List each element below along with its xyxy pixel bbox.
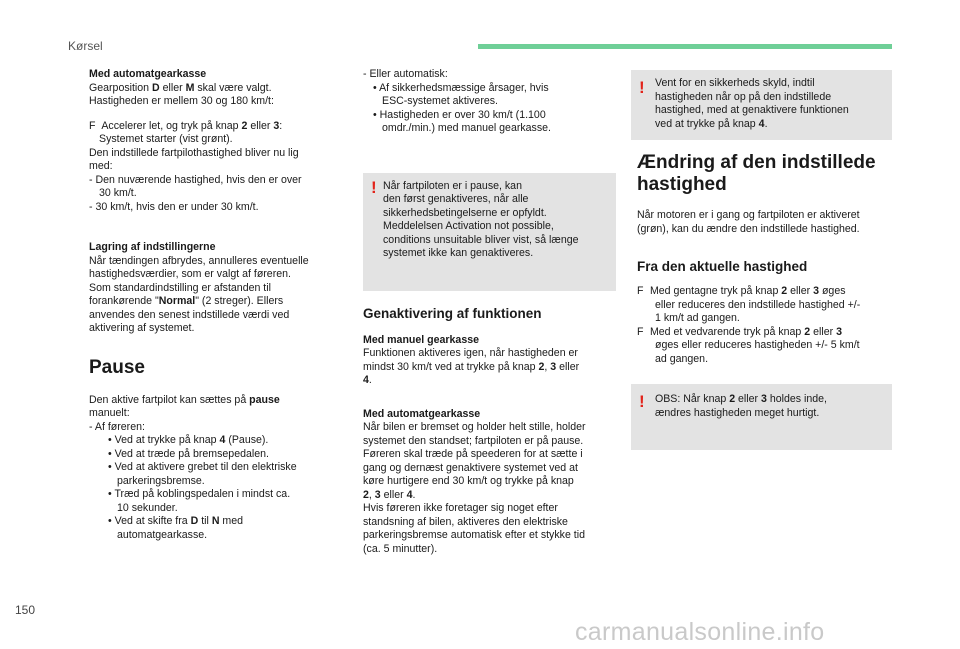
step-arrow-icon: F (637, 285, 644, 297)
paragraph: 2, 3 eller 4. (363, 488, 416, 501)
list-item: - Eller automatisk: (363, 68, 448, 80)
paragraph: forankørende "Normal" (2 streger). Ellers (89, 295, 284, 307)
bullet-item-cont: 10 sekunder. (117, 501, 178, 514)
note-text: OBS: Når knap 2 eller 3 holdes inde, (655, 393, 827, 405)
watermark: carmanualsonline.info (575, 618, 825, 646)
paragraph: systemet den standset; fartpiloten er på pause. (363, 434, 584, 447)
paragraph: (grøn), kan du ændre den indstillede hastighed. (637, 222, 860, 235)
paragraph: Systemet starter (vist grønt). (99, 133, 233, 145)
subheading-automatic: Med automatgearkasse (89, 68, 207, 80)
section-title: Kørsel (68, 39, 103, 53)
paragraph: Den aktive fartpilot kan sættes på pause (89, 393, 280, 406)
paragraph: manuelt: (89, 407, 130, 419)
column-1 (89, 68, 339, 542)
bullet-item: • Ved at aktivere grebet til den elektriske (108, 461, 297, 473)
paragraph: Som standardindstilling er afstanden til (89, 281, 271, 294)
paragraph: Den indstillede fartpilothastighed bliver nu lig (89, 146, 299, 159)
paragraph: Gearposition D eller M skal være valgt. (89, 81, 272, 94)
bullet-item-cont: omdr./min.) med manuel gearkasse. (382, 122, 551, 134)
warning-text: Meddelelsen Activation not possible, (383, 220, 554, 232)
paragraph: aktivering af systemet. (89, 322, 195, 334)
heading-pause: Pause (89, 356, 145, 378)
list-item: - Den nuværende hastighed, hvis den er over (89, 173, 302, 186)
warning-text: ved at trykke på knap 4. (655, 117, 768, 130)
step-item: F Accelerer let, og tryk på knap 2 eller 3: (89, 119, 283, 132)
warning-text: hastighed, med at genaktivere funktionen (655, 104, 849, 116)
warning-box (363, 173, 616, 291)
step-arrow-icon: F (637, 325, 644, 338)
heading-change-speed: Ændring af den indstillede hastighed (637, 152, 876, 195)
paragraph: parkeringsbremse automatisk efter et stykke tid (363, 529, 585, 541)
list-item: - 30 km/t, hvis den er under 30 km/t. (89, 200, 259, 213)
paragraph: 4. (363, 374, 372, 386)
paragraph: Når tændingen afbrydes, annulleres eventuelle (89, 254, 309, 267)
paragraph: Når bilen er bremset og holder helt stille, holder (363, 421, 586, 433)
bullet-item: • Ved at skifte fra D til N med (108, 515, 244, 527)
step-item-cont: eller reduceres den indstillede hastighed +/- (655, 298, 861, 311)
step-arrow-icon: F (89, 119, 96, 132)
warning-text: den først genaktiveres, når alle (383, 193, 529, 205)
note-box (631, 384, 892, 450)
warning-text: sikkerhedsbetingelserne er opfyldt. (383, 206, 547, 219)
list-item: - Af føreren: (89, 420, 145, 433)
heading-current-speed: Fra den aktuelle hastighed (637, 259, 808, 274)
paragraph: Føreren skal træde på speederen for at sætte i (363, 448, 583, 460)
heading-reactivation: Genaktivering af funktionen (363, 305, 542, 321)
bullet-item-cont: automatgearkasse. (117, 528, 208, 541)
paragraph: Når motoren er i gang og fartpiloten er aktiveret (637, 209, 860, 221)
warning-icon: ! (639, 78, 645, 97)
bullet-item-cont: parkeringsbremse. (117, 474, 205, 487)
paragraph: (ca. 5 minutter). (363, 542, 438, 555)
column-3 (637, 70, 892, 450)
paragraph: gang og dernæst genaktivere systemet ved at (363, 461, 578, 474)
column-2 (363, 68, 616, 556)
paragraph: hastighedsværdier, som er valgt af føreren. (89, 268, 291, 280)
paragraph: køre hurtigere end 30 km/t og trykke på knap (363, 475, 574, 487)
bullet-item: • Ved at træde på bremsepedalen. (108, 447, 269, 460)
warning-text: Vent for en sikkerheds skyld, indtil (655, 77, 815, 89)
paragraph: med: (89, 160, 113, 172)
bullet-item-cont: ESC-systemet aktiveres. (382, 95, 498, 107)
warning-box (631, 70, 892, 140)
warning-text: hastigheden når op på den indstillede (655, 90, 832, 103)
warning-text: systemet ikke kan genaktiveres. (383, 247, 534, 259)
subheading-automatic: Med automatgearkasse (363, 407, 481, 420)
list-item-cont: 30 km/t. (99, 187, 137, 199)
step-item-cont: ad gangen. (655, 352, 709, 365)
paragraph: mindst 30 km/t ved at trykke på knap 2, 3 eller (363, 360, 580, 373)
step-item: F Med et vedvarende tryk på knap 2 eller 3 (637, 325, 842, 338)
warning-icon: ! (371, 177, 377, 197)
paragraph: Hvis føreren ikke foretager sig noget efter (363, 502, 558, 514)
subheading-manual: Med manuel gearkasse (363, 333, 479, 346)
warning-icon: ! (639, 392, 645, 411)
bullet-item: • Ved at trykke på knap 4 (Pause). (108, 434, 269, 446)
bullet-item: • Træd på koblingspedalen i mindst ca. (108, 488, 291, 500)
warning-text: conditions unsuitable bliver vist, så længe (383, 233, 579, 246)
bullet-item: • Hastigheden er over 30 km/t (1.100 (373, 108, 546, 121)
warning-text: Når fartpiloten er i pause, kan (383, 179, 522, 192)
step-item: F Med gentagne tryk på knap 2 eller 3 øges (637, 285, 846, 297)
paragraph: standsning af bilen, aktiveres den elektriske (363, 515, 568, 528)
bullet-item: • Af sikkerhedsmæssige årsager, hvis (373, 81, 549, 94)
step-item-cont: 1 km/t ad gangen. (655, 312, 740, 324)
section-accent-bar (478, 44, 892, 49)
step-item-cont: øges eller reduceres hastigheden +/- 5 km/t (655, 339, 860, 351)
paragraph: Funktionen aktiveres igen, når hastigheden er (363, 347, 578, 359)
paragraph: anvendes den senest indstillede værdi ved (89, 308, 290, 321)
page-number: 150 (15, 603, 36, 617)
note-text: ændres hastigheden meget hurtigt. (655, 406, 820, 419)
subheading-storage: Lagring af indstillingerne (89, 241, 216, 253)
paragraph: Hastigheden er mellem 30 og 180 km/t: (89, 95, 274, 107)
